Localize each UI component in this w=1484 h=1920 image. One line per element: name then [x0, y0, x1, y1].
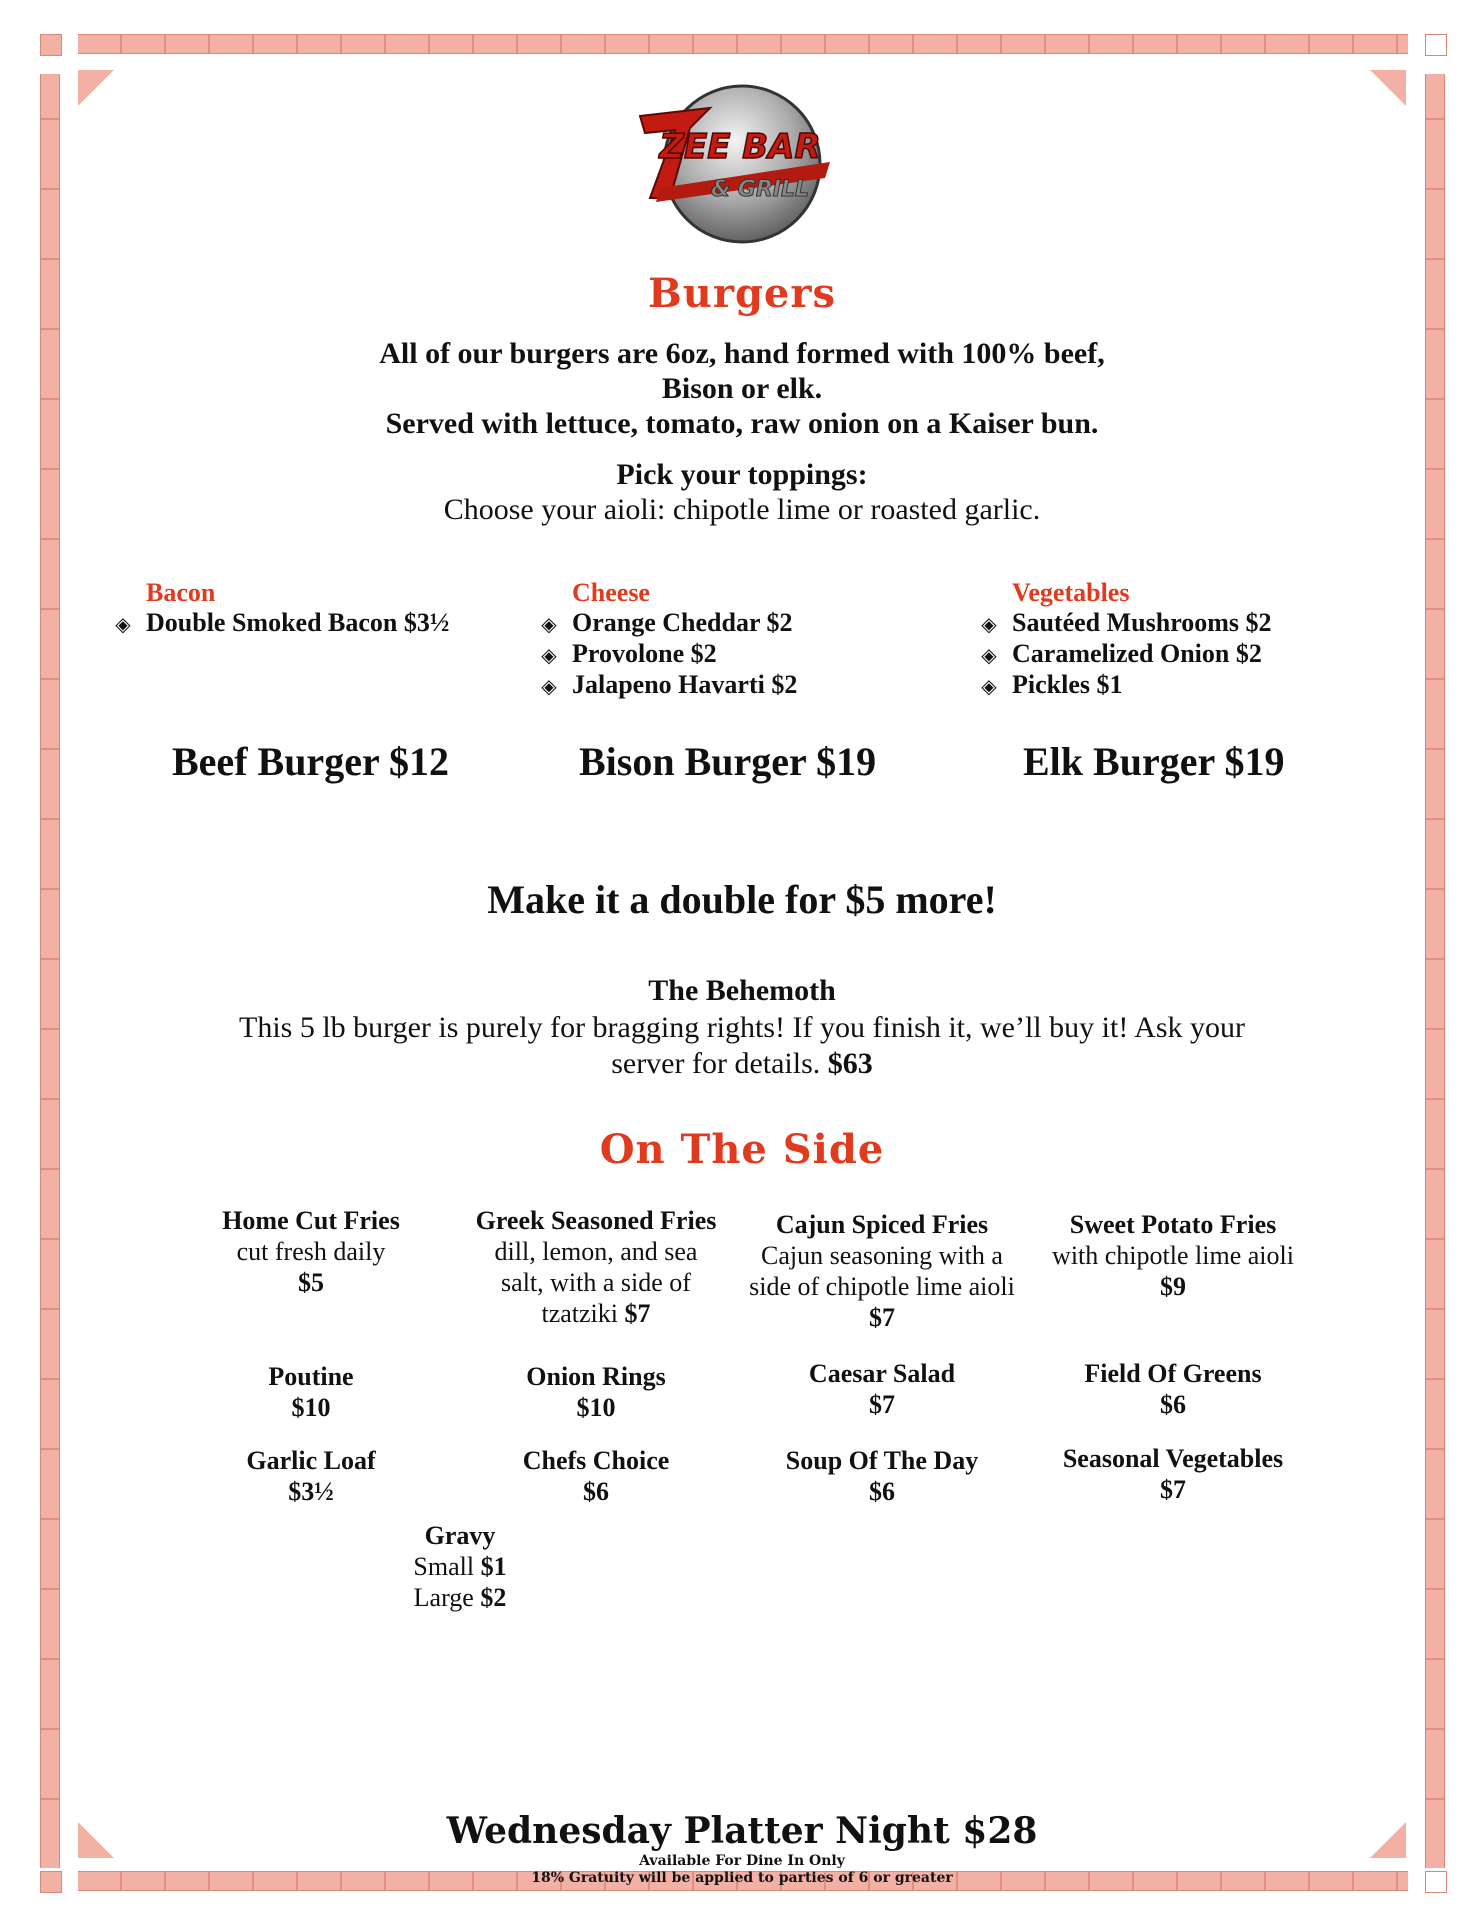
side-name: Garlic Loaf	[246, 1446, 376, 1475]
topping-item	[538, 639, 797, 670]
side-price: $9	[1160, 1272, 1186, 1301]
side-name: Caesar Salad	[808, 1359, 956, 1388]
side-desc: Cajun seasoning with a side of chipotle lime aioli	[749, 1241, 1015, 1301]
side-item-sweet-potato-fries	[1033, 1209, 1313, 1302]
platter-night-special: Wednesday Platter Night $28	[446, 1810, 1038, 1852]
beef-burger-price: Beef Burger $12	[172, 739, 449, 784]
diamond-bullet-icon: ◈	[981, 645, 997, 667]
side-price: $7	[869, 1390, 895, 1419]
side-price: $5	[298, 1268, 324, 1297]
side-desc-wrap	[461, 1236, 731, 1329]
topping-item	[112, 608, 449, 639]
diamond-bullet-icon: ◈	[115, 614, 131, 636]
side-name: Chefs Choice	[522, 1446, 670, 1475]
burgers-intro	[0, 336, 1484, 441]
side-item-soup-of-the-day	[747, 1445, 1017, 1507]
side-item-poutine	[176, 1361, 446, 1423]
dine-in-note: Available For Dine In Only	[639, 1853, 845, 1869]
gravy-small	[320, 1551, 600, 1582]
side-item-garlic-loaf	[176, 1445, 446, 1507]
toppings-cheese	[538, 578, 797, 701]
border-top	[78, 34, 1408, 54]
corner-triangle-top-left	[78, 70, 114, 106]
topping-label: Orange Cheddar $2	[572, 608, 793, 637]
gravy-large-label: Large	[413, 1583, 474, 1612]
behemoth-description	[0, 1010, 1484, 1082]
side-price: $3½	[288, 1477, 334, 1506]
topping-label: Provolone $2	[572, 639, 717, 668]
side-name: Seasonal Vegetables	[1062, 1444, 1284, 1473]
diamond-bullet-icon: ◈	[981, 676, 997, 698]
logo-text-sub: & GRILL	[710, 177, 810, 202]
side-name: Onion Rings	[526, 1362, 666, 1391]
toppings-vegetables-heading: Vegetables	[1012, 578, 1130, 607]
behemoth-price: $63	[827, 1047, 873, 1080]
aioli-choice: Choose your aioli: chipotle lime or roasted garlic.	[443, 493, 1041, 526]
toppings-cheese-heading: Cheese	[572, 578, 650, 607]
side-item-onion-rings	[461, 1361, 731, 1423]
gravy-small-label: Small	[413, 1552, 475, 1581]
side-desc: dill, lemon, and sea salt, with a side of tzatziki	[494, 1237, 698, 1328]
side-item-field-of-greens	[1033, 1358, 1313, 1420]
side-name: Field Of Greens	[1084, 1359, 1262, 1388]
side-name: Soup Of The Day	[785, 1446, 979, 1475]
side-price: $6	[583, 1477, 609, 1506]
side-price: $10	[576, 1393, 616, 1422]
diamond-bullet-icon: ◈	[541, 614, 557, 636]
side-item-cajun-fries	[747, 1209, 1017, 1333]
intro-line-1: All of our burgers are 6oz, hand formed with 100% beef,	[379, 337, 1105, 370]
corner-triangle-top-right	[1370, 70, 1406, 106]
side-item-home-cut-fries	[176, 1205, 446, 1298]
side-item-gravy	[320, 1520, 600, 1613]
double-offer: Make it a double for $5 more!	[487, 877, 997, 922]
topping-item	[538, 670, 797, 701]
topping-item	[978, 670, 1272, 701]
side-desc: cut fresh daily	[236, 1237, 386, 1266]
topping-label: Caramelized Onion $2	[1012, 639, 1262, 668]
side-price: $10	[291, 1393, 331, 1422]
toppings-vegetables	[978, 578, 1272, 701]
behemoth-title: The Behemoth	[648, 974, 836, 1007]
zee-bar-logo	[630, 78, 840, 248]
side-price: $7	[869, 1303, 895, 1332]
pick-toppings-heading: Pick your toppings:	[616, 458, 868, 491]
corner-box-top-left	[40, 34, 62, 56]
diamond-bullet-icon: ◈	[981, 614, 997, 636]
side-item-seasonal-vegetables	[1033, 1443, 1313, 1505]
side-name: Poutine	[268, 1362, 354, 1391]
side-item-greek-fries	[461, 1205, 731, 1329]
side-price: $7	[1160, 1475, 1186, 1504]
side-price: $7	[624, 1299, 651, 1328]
elk-burger-price: Elk Burger $19	[1023, 739, 1285, 784]
diamond-bullet-icon: ◈	[541, 645, 557, 667]
topping-label: Jalapeno Havarti $2	[572, 670, 798, 699]
side-item-caesar-salad	[747, 1358, 1017, 1420]
side-desc-wrap	[747, 1240, 1017, 1333]
corner-box-top-right	[1425, 34, 1447, 56]
toppings-bacon-heading: Bacon	[146, 578, 216, 607]
topping-item	[978, 608, 1272, 639]
intro-line-2: Bison or elk.	[661, 372, 823, 405]
side-item-chefs-choice	[461, 1445, 731, 1507]
side-price: $6	[869, 1477, 895, 1506]
topping-label: Sautéed Mushrooms $2	[1012, 608, 1272, 637]
topping-label: Double Smoked Bacon $3½	[146, 608, 450, 637]
side-name: Cajun Spiced Fries	[775, 1210, 989, 1239]
gravy-large	[320, 1582, 600, 1613]
gratuity-note: 18% Gratuity will be applied to parties of 6 or greater	[531, 1870, 953, 1886]
side-name: Gravy	[424, 1521, 496, 1550]
topping-item	[978, 639, 1272, 670]
topping-item	[538, 608, 797, 639]
diamond-bullet-icon: ◈	[541, 676, 557, 698]
side-price: $6	[1160, 1390, 1186, 1419]
side-desc: with chipotle lime aioli	[1052, 1241, 1294, 1270]
sides-title: On The Side	[599, 1126, 885, 1173]
intro-line-3: Served with lettuce, tomato, raw onion on a Kaiser bun.	[385, 407, 1099, 440]
behemoth-text: This 5 lb burger is purely for bragging rights! If you finish it, we’ll buy it! Ask your server for details.	[239, 1011, 1245, 1080]
side-name: Home Cut Fries	[222, 1206, 400, 1235]
toppings-bacon	[112, 578, 449, 639]
gravy-small-price: $1	[480, 1552, 507, 1581]
burgers-title: Burgers	[648, 270, 836, 317]
gravy-large-price: $2	[480, 1583, 507, 1612]
side-name: Sweet Potato Fries	[1069, 1210, 1277, 1239]
side-name: Greek Seasoned Fries	[475, 1206, 717, 1235]
topping-label: Pickles $1	[1012, 670, 1123, 699]
bison-burger-price: Bison Burger $19	[579, 739, 877, 784]
logo-text-main: ZEE BAR	[659, 127, 821, 167]
